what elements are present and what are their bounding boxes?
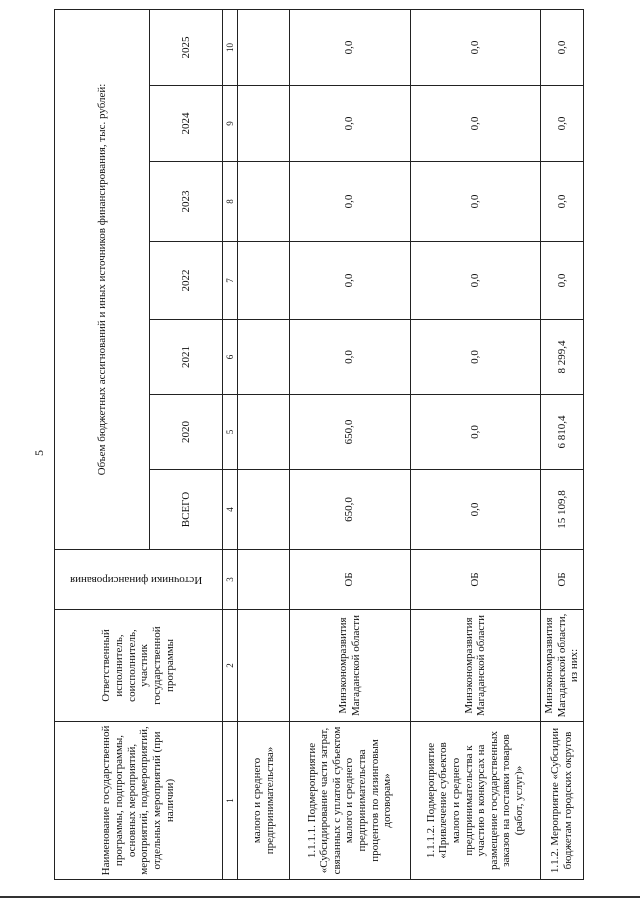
row-responsible-cell — [237, 610, 289, 722]
row-responsible-cell: Минэкономразвития Магаданской области — [410, 610, 540, 722]
row-value-cell — [237, 242, 289, 320]
header-source-text: Источники финансирования — [70, 573, 203, 586]
table-row — [410, 9, 540, 879]
table-row — [237, 9, 289, 879]
column-number-4: 4 — [222, 470, 237, 550]
row-value-cell: 0,0 — [410, 9, 540, 85]
table-body — [237, 9, 583, 879]
header-year-1: 2020 — [150, 395, 222, 470]
row-value-cell — [237, 470, 289, 550]
row-value-cell: 0,0 — [410, 320, 540, 395]
header-year-2: 2021 — [150, 320, 222, 395]
column-number-10: 10 — [222, 9, 237, 85]
row-value-cell — [237, 86, 289, 162]
row-value-cell: 0,0 — [540, 86, 583, 162]
column-number-6: 6 — [222, 320, 237, 395]
row-value-cell — [237, 162, 289, 242]
page-bottom-rule — [0, 896, 640, 898]
row-responsible-cell: Минэкономразвития Магаданской области — [290, 610, 410, 722]
row-name-cell: 1.1.1.1. Подмероприятие «Субсидирование части затрат, связанных с уплатой субъектом малого и среднего предпринимательства процентов по лизинговым договорам» — [290, 722, 410, 880]
header-name: Наименование государственной программы, подпрограммы, основных мероприятий, мероприятий, подмероприятий, отдельных мероприятий (при наличии) — [55, 722, 223, 880]
header-responsible: Ответственный исполнитель, соисполнитель, участник государственной программы — [55, 610, 223, 722]
column-number-1: 1 — [222, 722, 237, 880]
column-number-2: 2 — [222, 610, 237, 722]
column-number-9: 9 — [222, 86, 237, 162]
row-value-cell — [237, 320, 289, 395]
row-value-cell: 0,0 — [540, 9, 583, 85]
row-value-cell: 0,0 — [540, 242, 583, 320]
header-source — [55, 550, 223, 610]
funding-table — [54, 9, 584, 880]
row-value-cell: 8 299,4 — [540, 320, 583, 395]
header-funding-group: Объем бюджетных ассигнований и иных источников финансирования, тыс. рублей: — [55, 9, 150, 549]
row-value-cell: 0,0 — [410, 470, 540, 550]
row-source-cell: ОБ — [290, 550, 410, 610]
row-value-cell: 0,0 — [290, 9, 410, 85]
header-year-0: ВСЕГО — [150, 470, 222, 550]
column-number-5: 5 — [222, 395, 237, 470]
row-value-cell: 0,0 — [540, 162, 583, 242]
row-value-cell: 6 810,4 — [540, 395, 583, 470]
rotated-page — [32, 10, 584, 880]
row-value-cell: 0,0 — [410, 162, 540, 242]
column-number-7: 7 — [222, 242, 237, 320]
header-year-5: 2024 — [150, 86, 222, 162]
column-number-8: 8 — [222, 162, 237, 242]
header-year-3: 2022 — [150, 242, 222, 320]
row-value-cell: 0,0 — [290, 162, 410, 242]
row-name-cell: 1.1.1.2. Подмероприятие «Привлечение субъектов малого и среднего предпринимательства к участию в конкурсах на размещение государственных заказов на поставки товаров (работ, услуг)» — [410, 722, 540, 880]
row-value-cell: 650,0 — [290, 395, 410, 470]
row-value-cell: 650,0 — [290, 470, 410, 550]
table-row — [540, 9, 583, 879]
page-number: 5 — [32, 450, 46, 456]
row-source-cell — [237, 550, 289, 610]
row-value-cell: 0,0 — [290, 242, 410, 320]
row-value-cell: 0,0 — [410, 242, 540, 320]
row-name-cell: малого и среднего предпринимательства» — [237, 722, 289, 880]
row-value-cell: 0,0 — [290, 86, 410, 162]
row-value-cell: 0,0 — [410, 86, 540, 162]
table-row — [290, 9, 410, 879]
row-source-cell: ОБ — [540, 550, 583, 610]
row-value-cell — [237, 9, 289, 85]
row-name-cell: 1.1.2. Мероприятие «Субсидии бюджетам городских округов — [540, 722, 583, 880]
row-value-cell: 0,0 — [290, 320, 410, 395]
header-year-6: 2025 — [150, 9, 222, 85]
column-numbers-row — [222, 9, 237, 879]
row-value-cell: 0,0 — [410, 395, 540, 470]
row-value-cell: 15 109,8 — [540, 470, 583, 550]
column-number-3: 3 — [222, 550, 237, 610]
row-source-cell: ОБ — [410, 550, 540, 610]
header-year-4: 2023 — [150, 162, 222, 242]
row-value-cell — [237, 395, 289, 470]
row-responsible-cell: Минэкономразвития Магаданской области, из них: — [540, 610, 583, 722]
